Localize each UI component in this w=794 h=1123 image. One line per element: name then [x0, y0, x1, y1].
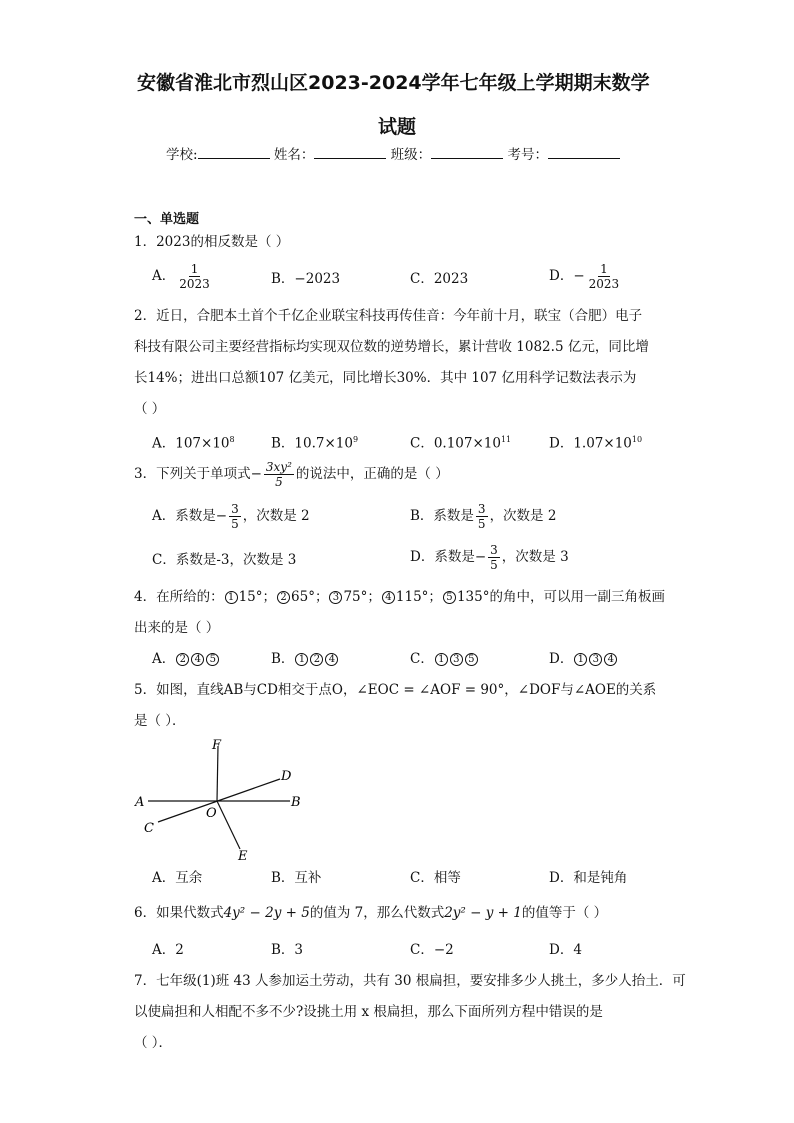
circled-number: 4 [382, 591, 395, 604]
ray-of [217, 746, 218, 801]
circled-number: 1 [435, 653, 448, 666]
denominator: 5 [477, 517, 486, 531]
circled-number: 4 [604, 653, 617, 666]
option-text: B．10.7×10 [271, 435, 353, 452]
school-blank[interactable] [198, 146, 270, 159]
label-c: C [144, 821, 154, 836]
q1-option-d[interactable] [549, 262, 623, 291]
name-blank[interactable] [314, 146, 386, 159]
option-text: ，次数是 2 [489, 508, 557, 524]
stem-text: 4．在所给的： [134, 589, 224, 605]
option-text: ，次数是 3 [501, 549, 569, 565]
denominator: 2023 [179, 277, 210, 291]
label-b: B [291, 795, 301, 810]
ray-oe [217, 801, 240, 849]
circled-number: 3 [450, 653, 463, 666]
q2-line4: （ ） [134, 401, 166, 417]
circled-number: 1 [574, 653, 587, 666]
q3-option-b[interactable] [410, 502, 556, 531]
q3-option-d[interactable] [410, 543, 569, 572]
q2-option-a[interactable] [152, 431, 235, 453]
q2-line3: 长14%；进出口总额107 亿美元，同比增长30%．其中 107 亿用科学记数法表示为 [134, 370, 637, 386]
label-o: O [206, 806, 217, 821]
q1-option-b[interactable]: B．−2023 [271, 271, 341, 287]
q2-option-d[interactable] [549, 431, 642, 453]
denominator: 5 [490, 558, 498, 572]
stem-text: 的值为 7，那么代数式 [309, 905, 445, 921]
exponent: 9 [352, 435, 359, 444]
option-text: D．系数是− [410, 549, 487, 565]
q3-option-a[interactable] [152, 502, 310, 531]
option-text: C．0.107×10 [410, 435, 501, 452]
denominator: 5 [231, 517, 239, 531]
circled-number: 2 [310, 653, 323, 666]
q2-option-b[interactable] [271, 431, 358, 453]
fraction [177, 262, 212, 291]
stem-text: 115°； [395, 589, 442, 605]
label-e: E [238, 849, 248, 864]
q6-option-c[interactable]: C．−2 [410, 942, 454, 958]
circled-number: 5 [465, 653, 478, 666]
q4-option-a[interactable] [152, 650, 220, 668]
option-text: D．1.07×10 [549, 435, 632, 452]
q4-option-c[interactable] [410, 650, 479, 668]
q6-option-d[interactable]: D．4 [549, 942, 582, 958]
q4-line2: 出来的是（ ） [134, 620, 220, 636]
title-line2: 试题 [378, 116, 417, 138]
option-label: D． [549, 651, 574, 667]
stem-text: 75°； [343, 589, 381, 605]
option-label: C． [410, 651, 434, 667]
stem-text: 3．下列关于单项式− [134, 466, 262, 482]
stem-text: 的说法中，正确的是（ ） [295, 466, 449, 482]
q1-option-a[interactable] [152, 262, 214, 291]
option-text: B．系数是 [410, 508, 474, 524]
option-label: A． [152, 651, 176, 667]
stem-text: 65°； [291, 589, 329, 605]
q3-option-c[interactable]: C．系数是-3，次数是 3 [152, 552, 297, 568]
stem-text: 的值等于（ ） [521, 905, 608, 921]
numerator: 3 [490, 543, 498, 557]
class-label: 班级： [390, 147, 432, 163]
fraction [476, 502, 488, 531]
school-label: 学校: [166, 147, 198, 163]
label-f: F [212, 738, 222, 753]
q2-line1: 2．近日，合肥本土首个千亿企业联宝科技再传佳音：今年前十月，联宝（合肥）电子 [134, 308, 643, 324]
exponent: 10 [631, 435, 643, 444]
q5-option-a[interactable]: A．互余 [152, 870, 203, 886]
number-label: 考号： [507, 147, 548, 163]
stem-text: 15°； [238, 589, 277, 605]
exponent: 11 [500, 435, 512, 444]
option-label: B． [271, 651, 295, 667]
denominator: 2023 [588, 277, 620, 291]
label-a: A [135, 795, 145, 810]
q5-line2: 是（ ）． [134, 713, 186, 729]
q6-option-b[interactable]: B．3 [271, 942, 304, 958]
option-text: A．107×10 [152, 435, 230, 452]
numerator: 3 [477, 502, 486, 516]
label-d: D [281, 769, 292, 784]
fraction [587, 262, 622, 291]
option-label: D．− [549, 268, 585, 284]
expression: 2y² − y + 1 [444, 905, 522, 921]
expression: 4y² − 2y + 5 [223, 905, 310, 921]
circled-number: 3 [329, 591, 342, 604]
option-label: A． [152, 268, 176, 284]
fraction [488, 543, 500, 572]
option-text: A．系数是− [152, 508, 228, 524]
numerator: 3xy² [265, 460, 292, 474]
q5-figure [130, 732, 310, 864]
q1-stem: 1．2023的相反数是（ ） [134, 234, 290, 250]
q4-option-d[interactable] [549, 650, 618, 668]
option-text: ，次数是 2 [242, 508, 310, 524]
exponent: 8 [229, 435, 235, 444]
q6-stem [134, 904, 607, 922]
circled-number: 5 [206, 653, 219, 666]
q5-line1: 5．如图，直线AB与CD相交于点O，∠EOC = ∠AOF = 90°，∠DOF与∠AOE的关系 [134, 682, 657, 698]
q1-option-c[interactable]: C．2023 [410, 271, 469, 287]
numerator: 1 [190, 262, 199, 276]
class-blank[interactable] [431, 146, 503, 159]
q2-option-c[interactable] [410, 431, 511, 453]
title-line1: 安徽省淮北市烈山区2023-2024学年七年级上学期期末数学 [137, 72, 650, 94]
circled-number: 5 [443, 591, 456, 604]
number-blank[interactable] [548, 146, 620, 159]
circled-number: 4 [325, 653, 338, 666]
numerator: 3 [231, 502, 239, 516]
q7-line2: 以使扁担和人相配不多不少?设挑土用 x 根扁担，那么下面所列方程中错误的是 [134, 1004, 603, 1020]
q6-option-a[interactable]: A．2 [152, 942, 184, 958]
q2-line2: 科技有限公司主要经营指标均实现双位数的逆势增长，累计营收 1082.5 亿元，同比增 [134, 339, 649, 355]
q7-line3: （ ）． [134, 1035, 173, 1051]
stem-text: 135°的角中，可以用一副三角板画 [456, 589, 665, 605]
stem-text: 6．如果代数式 [134, 905, 224, 921]
fraction [229, 502, 241, 531]
q4-option-b[interactable] [271, 650, 339, 668]
circled-number: 4 [191, 653, 204, 666]
q3-stem [134, 460, 449, 489]
circled-number: 1 [295, 653, 308, 666]
circled-number: 2 [277, 591, 290, 604]
q5-option-b[interactable]: B．互补 [271, 870, 322, 886]
q4-line1 [134, 588, 665, 606]
circled-number: 3 [589, 653, 602, 666]
q5-option-c[interactable]: C．相等 [410, 870, 461, 886]
circled-number: 1 [225, 591, 238, 604]
q7-line1: 7．七年级(1)班 43 人参加运土劳动，共有 30 根扁担，要安排多少人挑土，多少人抬土．可 [134, 973, 686, 989]
circled-number: 2 [176, 653, 189, 666]
fraction [264, 460, 294, 489]
denominator: 5 [275, 475, 283, 489]
q5-option-d[interactable]: D．和是钝角 [549, 870, 628, 886]
numerator: 1 [600, 262, 608, 276]
section-heading: 一、单选题 [134, 212, 200, 227]
name-label: 姓名： [273, 147, 315, 163]
info-line [166, 146, 620, 164]
